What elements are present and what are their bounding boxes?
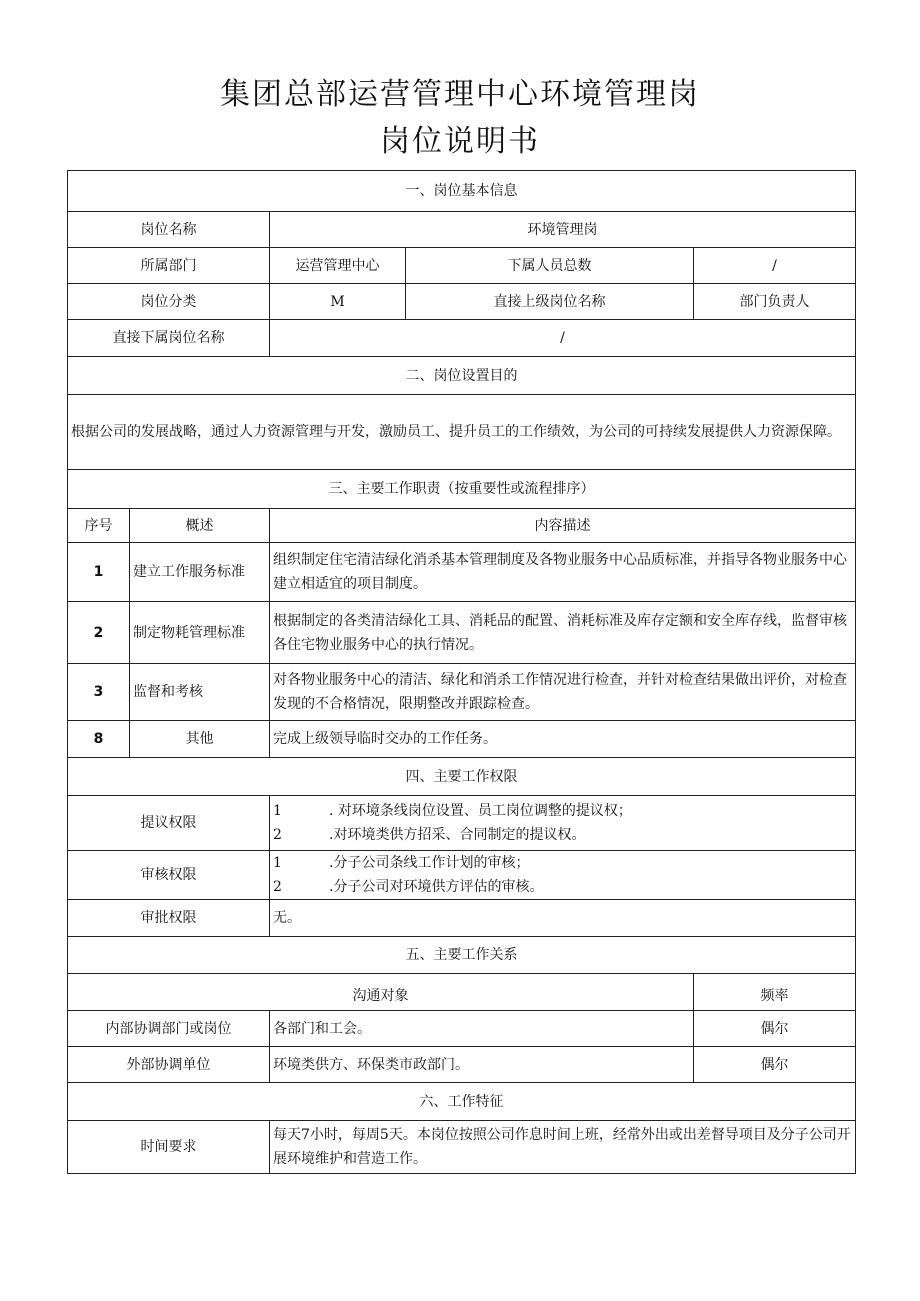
superior-position-label: 直接上级岗位名称 <box>406 284 694 320</box>
duties-col-summary: 概述 <box>130 509 270 543</box>
duty-number: 1 <box>68 543 130 602</box>
duties-col-number: 序号 <box>68 509 130 543</box>
approve-authority-label: 审批权限 <box>68 900 270 937</box>
external-coordination-target: 环境类供方、环保类市政部门。 <box>270 1047 694 1083</box>
duty-number: 2 <box>68 602 130 664</box>
duty-summary: 其他 <box>130 721 270 758</box>
external-coordination-frequency: 偶尔 <box>694 1047 856 1083</box>
list-item: 1 . 对环境条线岗位设置、员工岗位调整的提议权； <box>273 803 632 819</box>
superior-position-value: 部门负责人 <box>694 284 856 320</box>
section-relations-heading: 五、主要工作关系 <box>68 937 856 974</box>
duty-summary: 建立工作服务标准 <box>130 543 270 602</box>
department-label: 所属部门 <box>68 248 270 284</box>
duty-row <box>68 602 856 664</box>
duty-number: 8 <box>68 721 130 758</box>
internal-coordination-target: 各部门和工会。 <box>270 1011 694 1047</box>
relations-col-target: 沟通对象 <box>68 974 694 1011</box>
document-title: 集团总部运营管理中心环境管理岗 <box>220 77 700 112</box>
list-item: 2 .对环境类供方招采、合同制定的提议权。 <box>273 827 586 843</box>
time-requirement-label: 时间要求 <box>68 1121 270 1174</box>
duty-summary: 制定物耗管理标准 <box>130 602 270 664</box>
duty-summary: 监督和考核 <box>130 664 270 721</box>
duty-row <box>68 721 856 758</box>
approve-authority-value: 无。 <box>270 900 856 937</box>
duties-col-description: 内容描述 <box>270 509 856 543</box>
relations-col-frequency: 频率 <box>694 974 856 1011</box>
duty-description: 完成上级领导临时交办的工作任务。 <box>270 721 856 758</box>
section-characteristics-heading: 六、工作特征 <box>68 1083 856 1121</box>
time-requirement-value: 每天7小时，每周5天。本岗位按照公司作息时间上班，经常外出或出差督导项目及分子公司开展环境维护和营造工作。 <box>270 1121 856 1174</box>
subordinate-position-label: 直接下属岗位名称 <box>68 320 270 357</box>
section-purpose-heading: 二、岗位设置目的 <box>68 357 856 395</box>
duty-number: 3 <box>68 664 130 721</box>
external-coordination-label: 外部协调单位 <box>68 1047 270 1083</box>
section-duties-heading: 三、主要工作职责（按重要性或流程排序） <box>68 470 856 509</box>
section-authority-heading: 四、主要工作权限 <box>68 758 856 796</box>
position-category-label: 岗位分类 <box>68 284 270 320</box>
position-name-value: 环境管理岗 <box>270 212 856 248</box>
duty-description: 对各物业服务中心的清洁、绿化和消杀工作情况进行检查，并针对检查结果做出评价，对检查发现的不合格情况，限期整改并跟踪检查。 <box>270 664 856 721</box>
duty-description: 根据制定的各类清洁绿化工具、消耗品的配置、消耗标准及库存定额和安全库存线，监督审核各住宅物业服务中心的执行情况。 <box>270 602 856 664</box>
document-subtitle: 岗位说明书 <box>380 124 540 159</box>
review-authority-items <box>270 851 856 900</box>
list-item: 2 .分子公司对环境供方评估的审核。 <box>273 879 544 895</box>
staff-count-value: / <box>694 248 856 284</box>
propose-authority-label: 提议权限 <box>68 796 270 851</box>
department-value: 运营管理中心 <box>270 248 406 284</box>
review-authority-label: 审核权限 <box>68 851 270 900</box>
propose-authority-items <box>270 796 856 851</box>
duty-description: 组织制定住宅清洁绿化消杀基本管理制度及各物业服务中心品质标准，并指导各物业服务中心建立相适宜的项目制度。 <box>270 543 856 602</box>
list-item: 1 .分子公司条线工作计划的审核； <box>273 855 530 871</box>
duty-row <box>68 543 856 602</box>
job-description-table <box>67 170 856 1174</box>
section-basic-info-heading: 一、岗位基本信息 <box>68 171 856 212</box>
staff-count-label: 下属人员总数 <box>406 248 694 284</box>
internal-coordination-frequency: 偶尔 <box>694 1011 856 1047</box>
subordinate-position-value: / <box>270 320 856 357</box>
duty-row <box>68 664 856 721</box>
position-category-value: M <box>270 284 406 320</box>
purpose-text: 根据公司的发展战略，通过人力资源管理与开发，激励员工、提升员工的工作绩效，为公司的可持续发展提供人力资源保障。 <box>68 395 856 470</box>
internal-coordination-label: 内部协调部门或岗位 <box>68 1011 270 1047</box>
position-name-label: 岗位名称 <box>68 212 270 248</box>
